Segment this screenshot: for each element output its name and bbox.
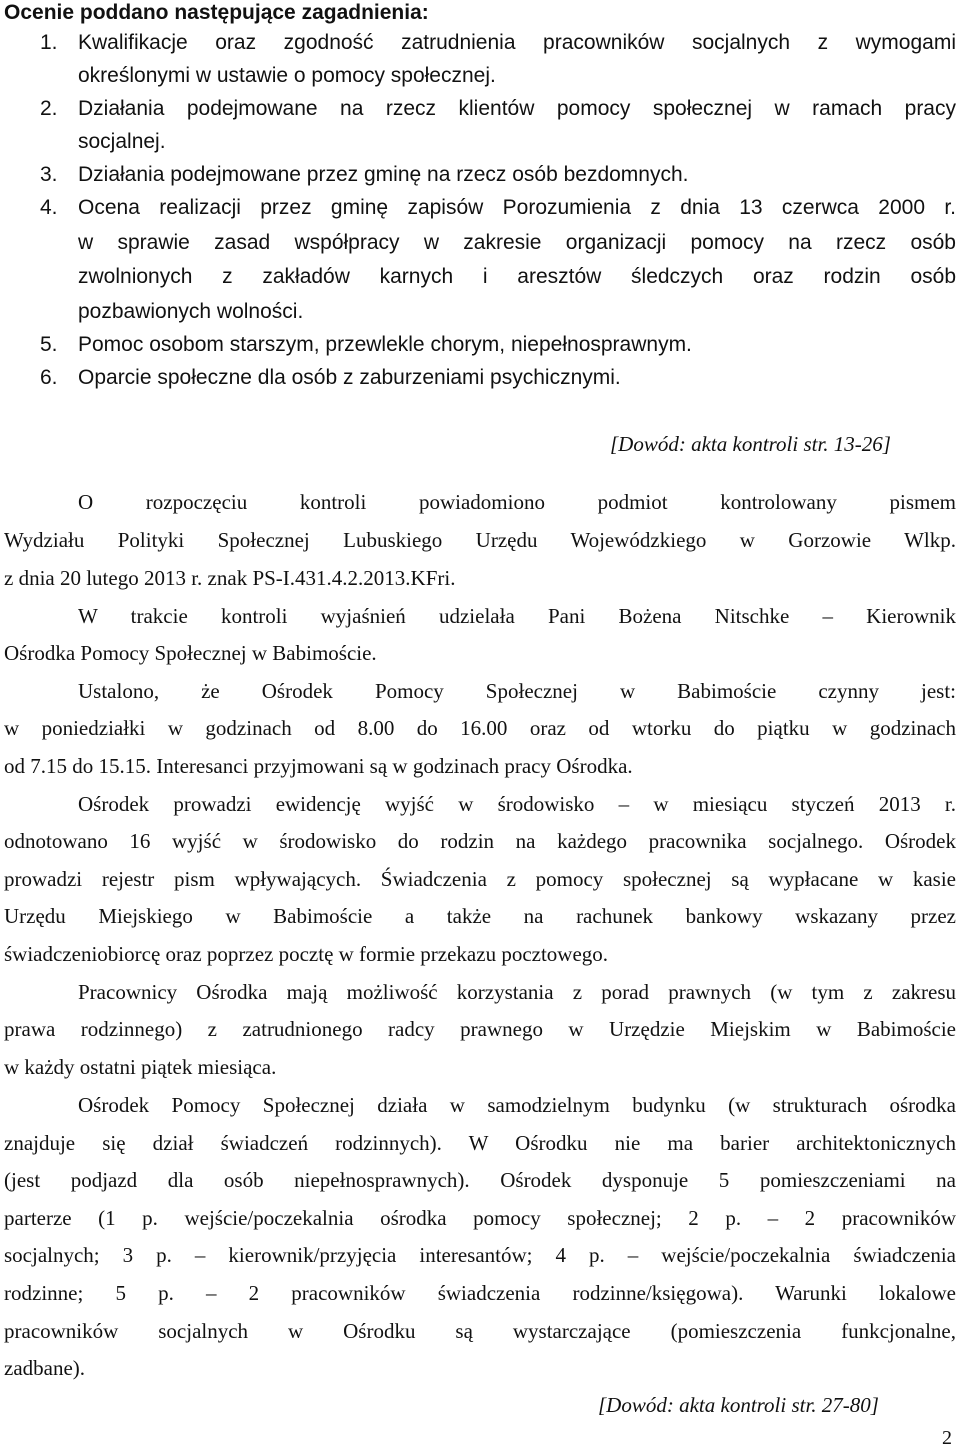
list-item-number: 4. bbox=[40, 196, 58, 219]
evidence-reference: [Dowód: akta kontroli str. 27-80] bbox=[598, 1393, 879, 1417]
paragraph-line: socjalnych; 3 p. – kierownik/przyjęcia interesantów; 4 p. – wejście/poczekalnia świadczenia bbox=[4, 1243, 956, 1267]
paragraph-line: świadczeniobiorcę oraz poprzez pocztę w formie przekazu pocztowego. bbox=[4, 942, 609, 966]
paragraph-line: w poniedziałki w godzinach od 8.00 do 16.00 oraz od wtorku do piątku w godzinach bbox=[4, 716, 956, 740]
paragraph-line: Pracownicy Ośrodka mają możliwość korzystania z porad prawnych (w tym z zakresu bbox=[78, 980, 956, 1004]
list-item-number: 3. bbox=[40, 163, 58, 186]
list-item-text: pozbawionych wolności. bbox=[78, 300, 304, 323]
list-item-text: Działania podejmowane na rzecz klientów pomocy społecznej w ramach pracy bbox=[78, 97, 956, 120]
evidence-reference: [Dowód: akta kontroli str. 13-26] bbox=[610, 432, 891, 456]
paragraph-line: w każdy ostatni piątek miesiąca. bbox=[4, 1055, 277, 1079]
paragraph-line: (jest podjazd dla osób niepełnosprawnych). Ośrodek dysponuje 5 pomieszczeniami na bbox=[4, 1168, 956, 1192]
paragraph-line: zadbane). bbox=[4, 1356, 86, 1380]
page-number: 2 bbox=[942, 1427, 952, 1449]
paragraph-line: Ustalono, że Ośrodek Pomocy Społecznej w Babimoście czynny jest: bbox=[78, 679, 956, 703]
list-item-text: Kwalifikacje oraz zgodność zatrudnienia pracowników socjalnych z wymogami bbox=[78, 31, 956, 54]
paragraph-line: Ośrodek Pomocy Społecznej działa w samodzielnym budynku (w strukturach ośrodka bbox=[78, 1093, 956, 1117]
list-item-number: 2. bbox=[40, 97, 58, 120]
paragraph-line: odnotowano 16 wyjść w środowisko do rodzin na każdego pracownika socjalnego. Ośrodek bbox=[4, 829, 956, 853]
paragraph-line: O rozpoczęciu kontroli powiadomiono podmiot kontrolowany pismem bbox=[78, 490, 956, 514]
paragraph-line: znajduje się dział świadczeń rodzinnych). W Ośrodku nie ma barier architektonicznych bbox=[4, 1131, 956, 1155]
paragraph-line: Wydziału Polityki Społecznej Lubuskiego Urzędu Wojewódzkiego w Gorzowie Wlkp. bbox=[4, 528, 956, 552]
paragraph-line: W trakcie kontroli wyjaśnień udzielała Pani Bożena Nitschke – Kierownik bbox=[78, 604, 956, 628]
list-item-number: 5. bbox=[40, 333, 58, 356]
list-item-text: Oparcie społeczne dla osób z zaburzeniami psychicznymi. bbox=[78, 366, 621, 389]
paragraph-line: Ośrodek prowadzi ewidencję wyjść w środowisko – w miesiącu styczeń 2013 r. bbox=[78, 792, 956, 816]
list-item-text: określonymi w ustawie o pomocy społecznej. bbox=[78, 64, 496, 87]
paragraph-line: z dnia 20 lutego 2013 r. znak PS-I.431.4.2.2013.KFri. bbox=[4, 566, 456, 590]
paragraph-line: rodzinne; 5 p. – 2 pracowników świadczenia rodzinne/księgowa). Warunki lokalowe bbox=[4, 1281, 956, 1305]
list-item-text: Ocena realizacji przez gminę zapisów Porozumienia z dnia 13 czerwca 2000 r. bbox=[78, 196, 956, 219]
section-heading: Ocenie poddano następujące zagadnienia: bbox=[4, 1, 429, 24]
paragraph-line: Ośrodka Pomocy Społecznej w Babimoście. bbox=[4, 641, 377, 665]
list-item-text: w sprawie zasad współpracy w zakresie organizacji pomocy na rzecz osób bbox=[78, 231, 956, 254]
paragraph-line: parterze (1 p. wejście/poczekalnia ośrodka pomocy społecznej; 2 p. – 2 pracowników bbox=[4, 1206, 956, 1230]
list-item-text: Działania podejmowane przez gminę na rzecz osób bezdomnych. bbox=[78, 163, 689, 186]
paragraph-line: prowadzi rejestr pism wpływających. Świadczenia z pomocy społecznej są wypłacane w kasie bbox=[4, 867, 956, 891]
paragraph-line: prawa rodzinnego) z zatrudnionego radcy prawnego w Urzędzie Miejskim w Babimoście bbox=[4, 1017, 956, 1041]
paragraph-line: pracowników socjalnych w Ośrodku są wystarczające (pomieszczenia funkcjonalne, bbox=[4, 1319, 956, 1343]
list-item-text: socjalnej. bbox=[78, 130, 166, 153]
list-item-text: zwolnionych z zakładów karnych i aresztów śledczych oraz rodzin osób bbox=[78, 265, 956, 288]
list-item-text: Pomoc osobom starszym, przewlekle chorym, niepełnosprawnym. bbox=[78, 333, 692, 356]
list-item-number: 1. bbox=[40, 31, 58, 54]
paragraph-line: od 7.15 do 15.15. Interesanci przyjmowani są w godzinach pracy Ośrodka. bbox=[4, 754, 633, 778]
list-item-number: 6. bbox=[40, 366, 58, 389]
paragraph-line: Urzędu Miejskiego w Babimoście a także na rachunek bankowy wskazany przez bbox=[4, 904, 956, 928]
